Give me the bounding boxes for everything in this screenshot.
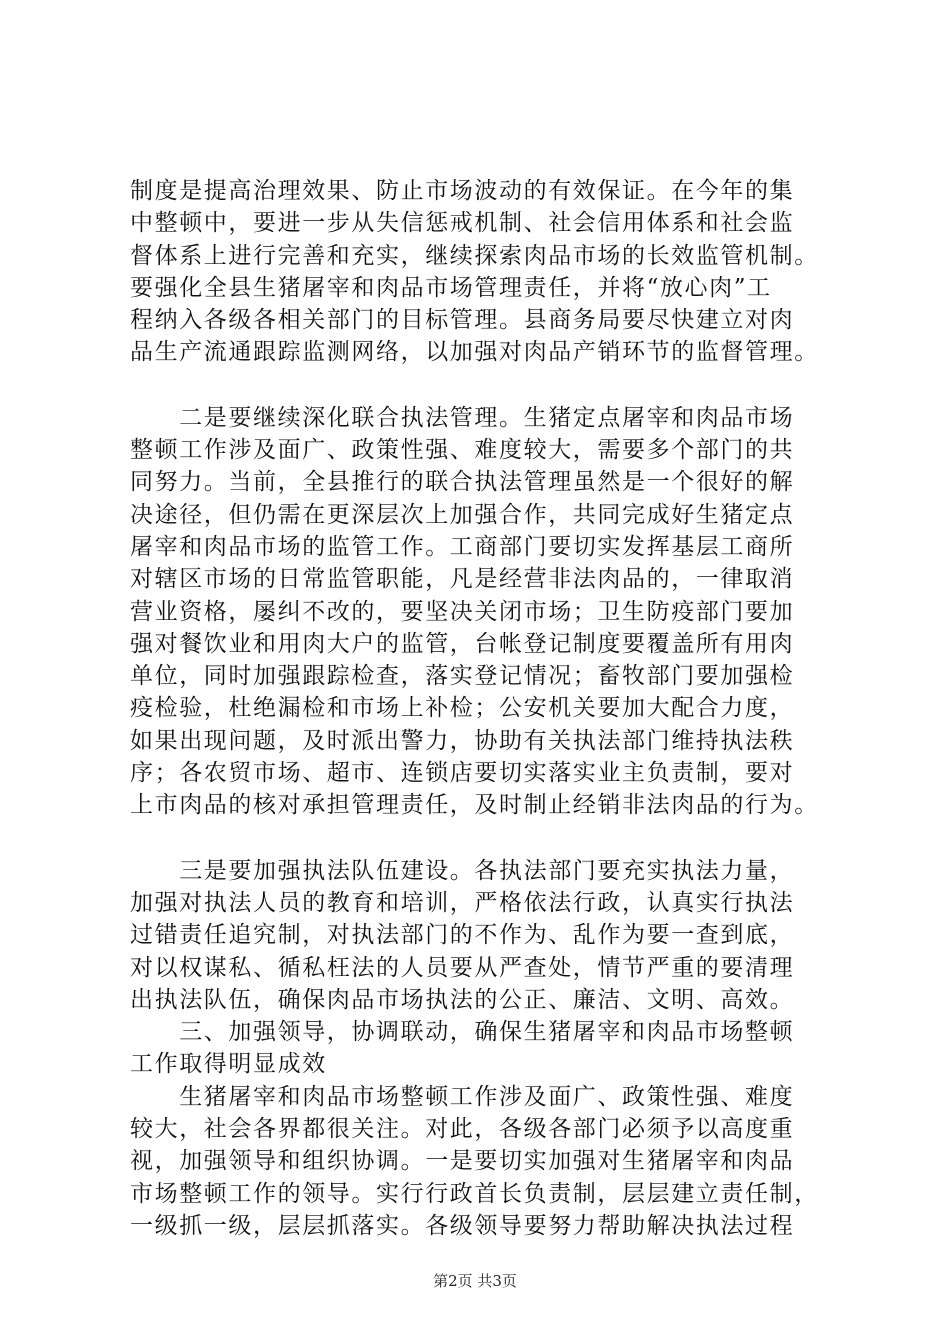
paragraph-4 — [130, 1081, 842, 1242]
text-line: 生猪屠宰和肉品市场整顿工作涉及面广、政策性强、难度 — [130, 1083, 795, 1110]
text-line: 二是要继续深化联合执法管理。生猪定点屠宰和肉品市场 — [130, 404, 795, 431]
text-line: 要强化全县生猪屠宰和肉品市场管理责任，并将“放心肉”工 — [130, 274, 772, 301]
page-number-footer: 第2页 共3页 — [433, 1272, 517, 1290]
text-line: 过错责任追究制，对执法部门的不作为、乱作为要一查到底， — [130, 922, 795, 949]
text-line: 视，加强领导和组织协调。一是要切实加强对生猪屠宰和肉品 — [130, 1148, 795, 1175]
document-body — [130, 175, 842, 1242]
paragraph-spacer — [130, 369, 842, 402]
text-line: 同努力。当前，全县推行的联合执法管理虽然是一个很好的解 — [130, 469, 795, 496]
heading-line: 三、加强领导，协调联动，确保生猪屠宰和肉品市场整顿 — [130, 1019, 795, 1046]
text-line: 整顿工作涉及面广、政策性强、难度较大，需要多个部门的共 — [130, 437, 795, 464]
text-line: 决途径，但仍需在更深层次上加强合作，共同完成好生猪定点 — [130, 501, 795, 528]
heading-line: 工作取得明显成效 — [130, 1051, 327, 1078]
text-line: 强对餐饮业和用肉大户的监管，台帐登记制度要覆盖所有用肉 — [130, 630, 795, 657]
text-line: 程纳入各级各相关部门的目标管理。县商务局要尽快建立对肉 — [130, 307, 795, 334]
text-line: 如果出现问题，及时派出警力，协助有关执法部门维持执法秩 — [130, 727, 795, 754]
text-line: 对辖区市场的日常监管职能，凡是经营非法肉品的，一律取消 — [130, 566, 795, 593]
text-line: 中整顿中，要进一步从失信惩戒机制、社会信用体系和社会监 — [130, 210, 795, 237]
text-line: 屠宰和肉品市场的监管工作。工商部门要切实发挥基层工商所 — [130, 533, 795, 560]
text-line: 较大，社会各界都很关注。对此，各级各部门必须予以高度重 — [130, 1116, 795, 1143]
text-line: 市场整顿工作的领导。实行行政首长负责制，层层建立责任制， — [130, 1180, 819, 1207]
text-line: 一级抓一级，层层抓落实。各级领导要努力帮助解决执法过程 — [130, 1212, 795, 1239]
text-line: 出执法队伍，确保肉品市场执法的公正、廉洁、文明、高效。 — [130, 986, 795, 1013]
section-heading — [130, 1016, 842, 1081]
text-line: 上市肉品的核对承担管理责任，及时制止经销非法肉品的行为。 — [130, 792, 819, 819]
text-line: 品生产流通跟踪监测网络，以加强对肉品产销环节的监督管理。 — [130, 339, 819, 366]
text-line: 制度是提高治理效果、防止市场波动的有效保证。在今年的集 — [130, 178, 795, 204]
text-line: 营业资格，屡纠不改的，要坚决关闭市场；卫生防疫部门要加 — [130, 598, 795, 625]
text-line: 对以权谋私、循私枉法的人员要从严查处，情节严重的要清理 — [130, 954, 795, 981]
text-line: 三是要加强执法队伍建设。各执法部门要充实执法力量， — [130, 857, 795, 884]
text-line: 疫检验，杜绝漏检和市场上补检；公安机关要加大配合力度， — [130, 695, 795, 722]
text-line: 序；各农贸市场、超市、连锁店要切实落实业主负责制，要对 — [130, 760, 795, 787]
text-line: 单位，同时加强跟踪检查，落实登记情况；畜牧部门要加强检 — [130, 663, 795, 690]
paragraph-1 — [130, 175, 842, 369]
paragraph-3 — [130, 855, 842, 1016]
text-line: 督体系上进行完善和充实，继续探索肉品市场的长效监管机制。 — [130, 242, 819, 269]
text-line: 加强对执法人员的教育和培训，严格依法行政，认真实行执法 — [130, 889, 795, 916]
paragraph-spacer — [130, 822, 842, 855]
paragraph-2 — [130, 402, 842, 822]
